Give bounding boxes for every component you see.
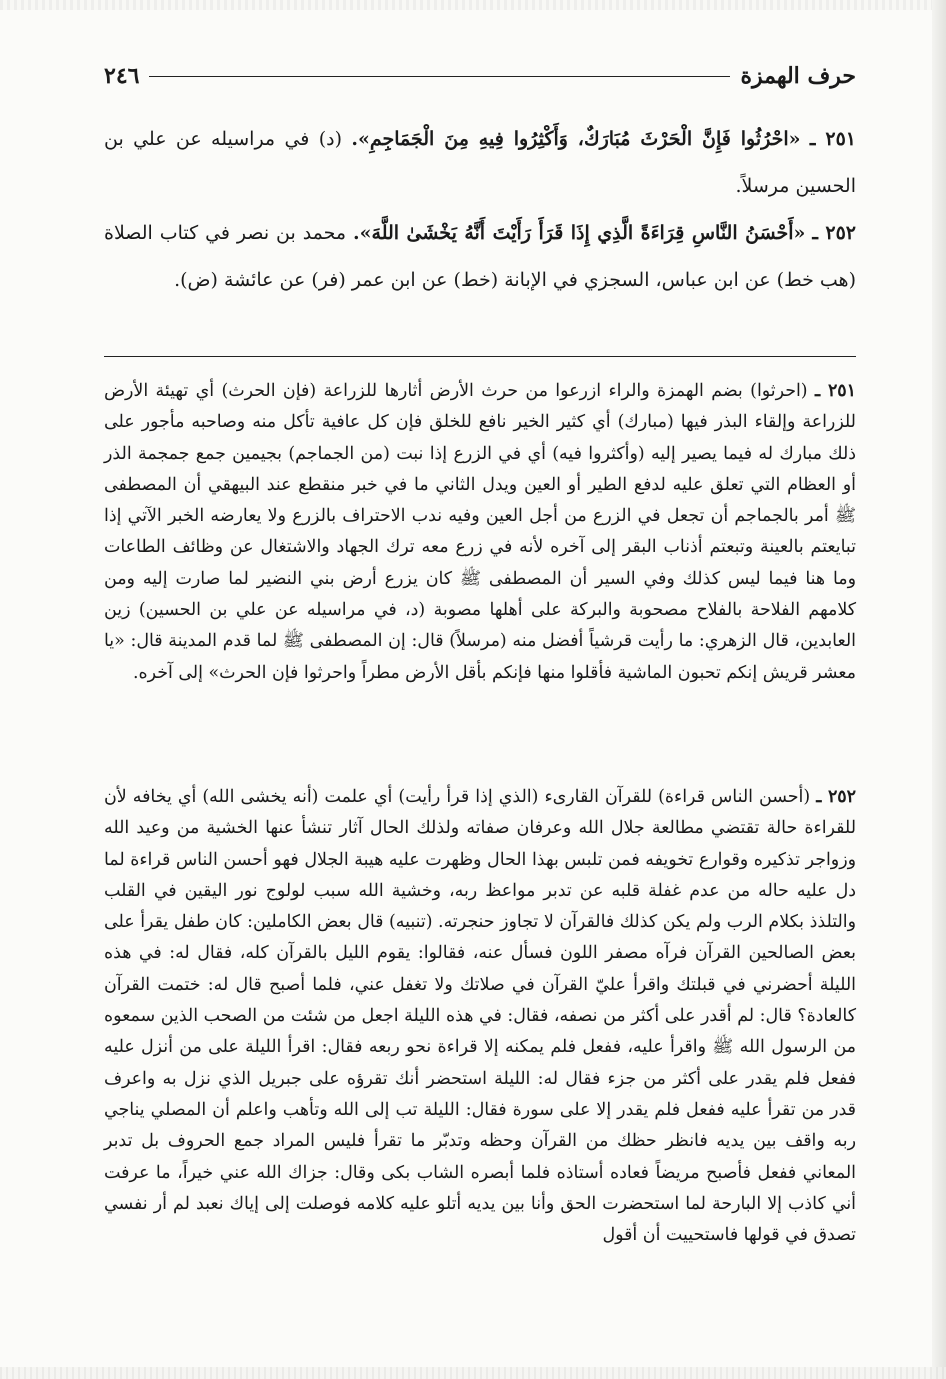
header-rule bbox=[149, 76, 730, 77]
hadith-text: «أَحْسَنُ النَّاسِ قِرَاءَةً الَّذِي إِذَا قَرَأَ رَأَيْتَ أَنَّهُ يَخْشَىٰ اللَّهَ». bbox=[353, 222, 806, 244]
hadith-source: (د) في مراسيله عن علي بن الحسين مرسلاً. bbox=[104, 128, 856, 197]
scan-edge-bottom bbox=[0, 1367, 946, 1379]
commentary-252 bbox=[104, 782, 856, 1251]
commentary-251 bbox=[104, 376, 856, 689]
running-header bbox=[104, 56, 856, 96]
page-number: ٢٤٦ bbox=[104, 63, 140, 89]
commentary-number: ٢٥٢ ـ bbox=[816, 787, 856, 807]
hadith-text: «احْرُثُوا فَإِنَّ الْحَرْثَ مُبَارَكٌ، وَأَكْثِرُوا فِيهِ مِنَ الْجَمَاجِمِ». bbox=[351, 128, 801, 150]
hadith-number: ٢٥٢ ـ bbox=[812, 222, 856, 244]
hadith-source: محمد بن نصر في كتاب الصلاة (هب خط) عن ابن عباس، السجزي في الإبانة (خط) عن ابن عمر (فر) عن عائشة (ض). bbox=[104, 222, 856, 291]
text-commentary-separator bbox=[104, 356, 856, 357]
scan-edge-right bbox=[932, 0, 946, 1379]
commentary-text: (احرثوا) بضم الهمزة والراء ازرعوا من حرث الأرض أثارها للزراعة (فإن الحرث) أي تهيئة الأرض للزراعة وإلقاء البذر فيها (مبارك) أي كثير الخير نافع للخلق فإن كل عافية تأكل منه وصاحبه مأجور على ذلك مبارك له فيما يصير إليه (وأكثروا فيه) أي في الزرع إذا نبت (من الجماجم) بجيمين جمع جمجمة الذر أو العظام التي تعلق عليه لدفع الطير أو العين ويدل الثاني ما في خبر منقطع عند البيهقي أن المصطفى ﷺ أمر بالجماجم أن تجعل في الزرع من أجل العين وفيه ندب الاحتراف بالزرع ولا يعارضه الخبر الآتي إذا تبايعتم بالعينة وتبعتم أذناب البقر إلى آخره لأنه في زرع معه ترك الجهاد والاشتغال عن وظائف الطاعات وما هنا فيما ليس كذلك وفي السير أن المصطفى ﷺ كان يزرع أرض بني النضير لما صارت إليه ومن كلامهم الفلاحة بالفلاح مصحوبة والبركة على أهلها مصوبة (د، في مراسيله عن علي بن الحسين) زين العابدين، قال الزهري: ما رأيت قرشياً أفضل منه (مرسلاً) قال: إن المصطفى ﷺ لما قدم المدينة قال: «يا معشر قريش إنكم تحبون الماشية فأقلوا منها فإنكم بأقل الأرض مطراً واحرثوا فإن الحرث» إلى آخره. bbox=[104, 381, 856, 683]
hadith-number: ٢٥١ ـ bbox=[809, 128, 856, 150]
chapter-title: حرف الهمزة bbox=[740, 63, 856, 89]
hadith-252 bbox=[104, 210, 856, 304]
commentary-number: ٢٥١ ـ bbox=[814, 381, 856, 401]
hadith-251 bbox=[104, 116, 856, 210]
commentary-text: (أحسن الناس قراءة) للقرآن القارىء (الذي إذا قرأ رأيت) أي علمت (أنه يخشى الله) أي يخافه لأن للقراءة حالة تقتضي مطالعة جلال الله وعرفان صفاته ولذلك الحال آثار تنشأ عنها الخشية من وعيد الله وزواجر تذكيره وقوارع تخويفه فمن تلبس بهذا الحال وظهرت عليه هيبة الجلال فهو أحسن الناس قراءة لما دل عليه حاله من عدم غفلة قلبه عن تدبر مواعظ ربه، وخشية الله سبب لولوج نور اليقين في القلب والتلذذ بكلام الرب ولم يكن كذلك فالقرآن لا تجاوز حنجرته. (تنبيه) قال بعض الكاملين: كان طفل يقرأ على بعض الصالحين القرآن فرآه مصفر اللون فسأل عنه، فقالوا: يقوم الليل بالقرآن كله، فقال له: في هذه الليلة أحضرني في قبلتك واقرأ عليّ القرآن في صلاتك ولا تغفل عني، فلما أصبح قال له: ختمت القرآن كالعادة؟ قال: لم أقدر على أكثر من نصفه، فقال: في هذه الليلة اجعل من شئت من الصحب الذين سمعوه من الرسول الله ﷺ واقرأ عليه، ففعل فلم يمكنه إلا قراءة نحو ربعه فقال: اقرأ الليلة على من أنزل عليه ففعل فلم يقدر على أكثر من جزء فقال له: الليلة استحضر أنك تقرؤه على جبريل الذي نزل به واعرف قدر من تقرأ عليه ففعل فلم يقدر إلا على سورة فقال: الليلة تب إلى الله وتأهب واعلم أن المصلي يناجي ربه واقف بين يديه فانظر حظك من القرآن وحظه وتدبّر ما تقرأ فليس المراد جمع الحروف بل تدبر المعاني ففعل فأصبح مريضاً فعاده أستاذه فلما أبصره الشاب بكى وقال: جزاك الله عني خيراً، ما عرفت أني كاذب إلا البارحة لما استحضرت الحق وأنا بين يديه أتلو عليه كلامه فوصلت إلى إياك نعبد لم أر نفسي تصدق في قولها فاستحييت أن أقول bbox=[104, 787, 857, 1246]
scan-edge-top bbox=[0, 0, 946, 10]
